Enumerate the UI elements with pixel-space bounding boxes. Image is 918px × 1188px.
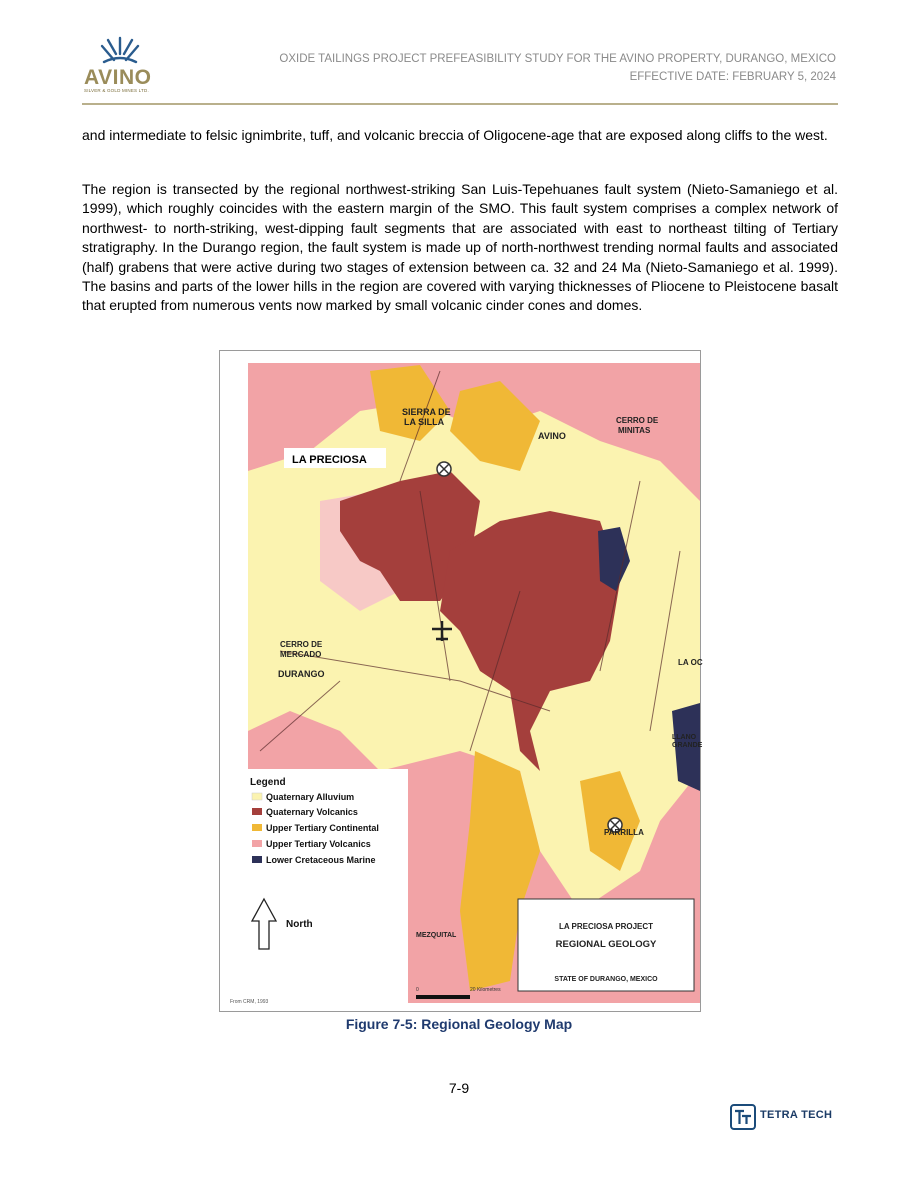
header-date: EFFECTIVE DATE: FEBRUARY 5, 2024 [629, 71, 836, 83]
scale-zero: 0 [416, 987, 419, 993]
legend-label-tertiary-volcanics: Upper Tertiary Volcanics [266, 839, 371, 849]
title-block-state: STATE OF DURANGO, MEXICO [554, 976, 658, 983]
legend-swatch-tertiary-volcanics [252, 840, 262, 847]
scale-twenty: 20 Kilometres [470, 987, 501, 993]
legend-label-alluvium: Quaternary Alluvium [266, 792, 355, 802]
map-source: From CRM, 1993 [230, 999, 269, 1005]
scale-bar [416, 995, 470, 999]
legend-swatch-continental [252, 824, 262, 831]
legend-swatch-cretaceous-marine [252, 856, 262, 863]
label-cerro-de-mercado: CERRO DE [280, 640, 323, 649]
label-llano: LLANO [672, 734, 697, 741]
legend-swatch-quaternary-volcanics [252, 808, 262, 815]
label-grande: GRANDE [672, 742, 703, 749]
logo-wordmark: AVINO [84, 66, 152, 89]
label-durango: DURANGO [278, 669, 325, 679]
legend-label-cretaceous-marine: Lower Cretaceous Marine [266, 855, 376, 865]
title-block-title: REGIONAL GEOLOGY [555, 939, 657, 950]
legend-label-continental: Upper Tertiary Continental [266, 823, 379, 833]
north-label: North [286, 919, 313, 930]
tetra-tech-wordmark: TETRA TECH [760, 1109, 833, 1121]
map-canvas [220, 351, 703, 1011]
label-mercado: MERCADO [280, 650, 322, 659]
label-parrilla: PARRILLA [604, 828, 644, 837]
header-title: OXIDE TAILINGS PROJECT PREFEASIBILITY STUDY FOR THE AVINO PROPERTY, DURANGO, MEXICO [279, 53, 836, 65]
page-number: 7-9 [448, 1080, 470, 1096]
legend-swatch-alluvium [252, 793, 262, 800]
label-la-oc: LA OC [678, 658, 703, 667]
label-sierra: SIERRA DE [402, 407, 451, 417]
logo-subtitle: SILVER & GOLD MINES LTD. [84, 88, 149, 93]
label-cerro-de: CERRO DE [616, 416, 659, 425]
legend-title: Legend [250, 777, 286, 788]
label-minitas: MINITAS [618, 426, 651, 435]
legend-label-quaternary-volcanics: Quaternary Volcanics [266, 807, 358, 817]
figure-caption: Figure 7-5: Regional Geology Map [345, 1016, 573, 1032]
paragraph-2: The region is transected by the regional northwest-striking San Luis-Tepehuanes fault system (Nieto-Samaniego et al. 1999), which roughly coincides with the eastern margin of the SMO. This fault system comprises a complex network of northwest- to north-striking, west-dipping fault segments that are associated with east to northeast tilting of Tertiary stratigraphy. In the Durango region, the fault system is made up of north-northwest trending normal faults and associated (half) grabens that were active during two stages of extension between ca. 32 and 24 Ma (Nieto-Samaniego et al. 1999). The basins and parts of the lower hills in the region are covered with varying thicknesses of Pliocene to Pleistocene basalt that erupted from numerous vents now marked by small volcanic cinder cones and domes. [82, 181, 838, 314]
label-la-preciosa: LA PRECIOSA [292, 454, 367, 466]
regional-geology-map [219, 350, 701, 1012]
header-rule [82, 103, 838, 105]
title-block-project: LA PRECIOSA PROJECT [558, 922, 654, 931]
paragraph-1: and intermediate to felsic ignimbrite, tuff, and volcanic breccia of Oligocene-age that are exposed along cliffs to the west. [82, 127, 828, 143]
tetra-tech-logo-icon [730, 1104, 756, 1130]
label-mezquital: MEZQUITAL [416, 932, 457, 939]
label-avino: AVINO [538, 431, 566, 441]
legend-box [244, 769, 408, 1007]
label-la-silla: LA SILLA [404, 417, 445, 427]
